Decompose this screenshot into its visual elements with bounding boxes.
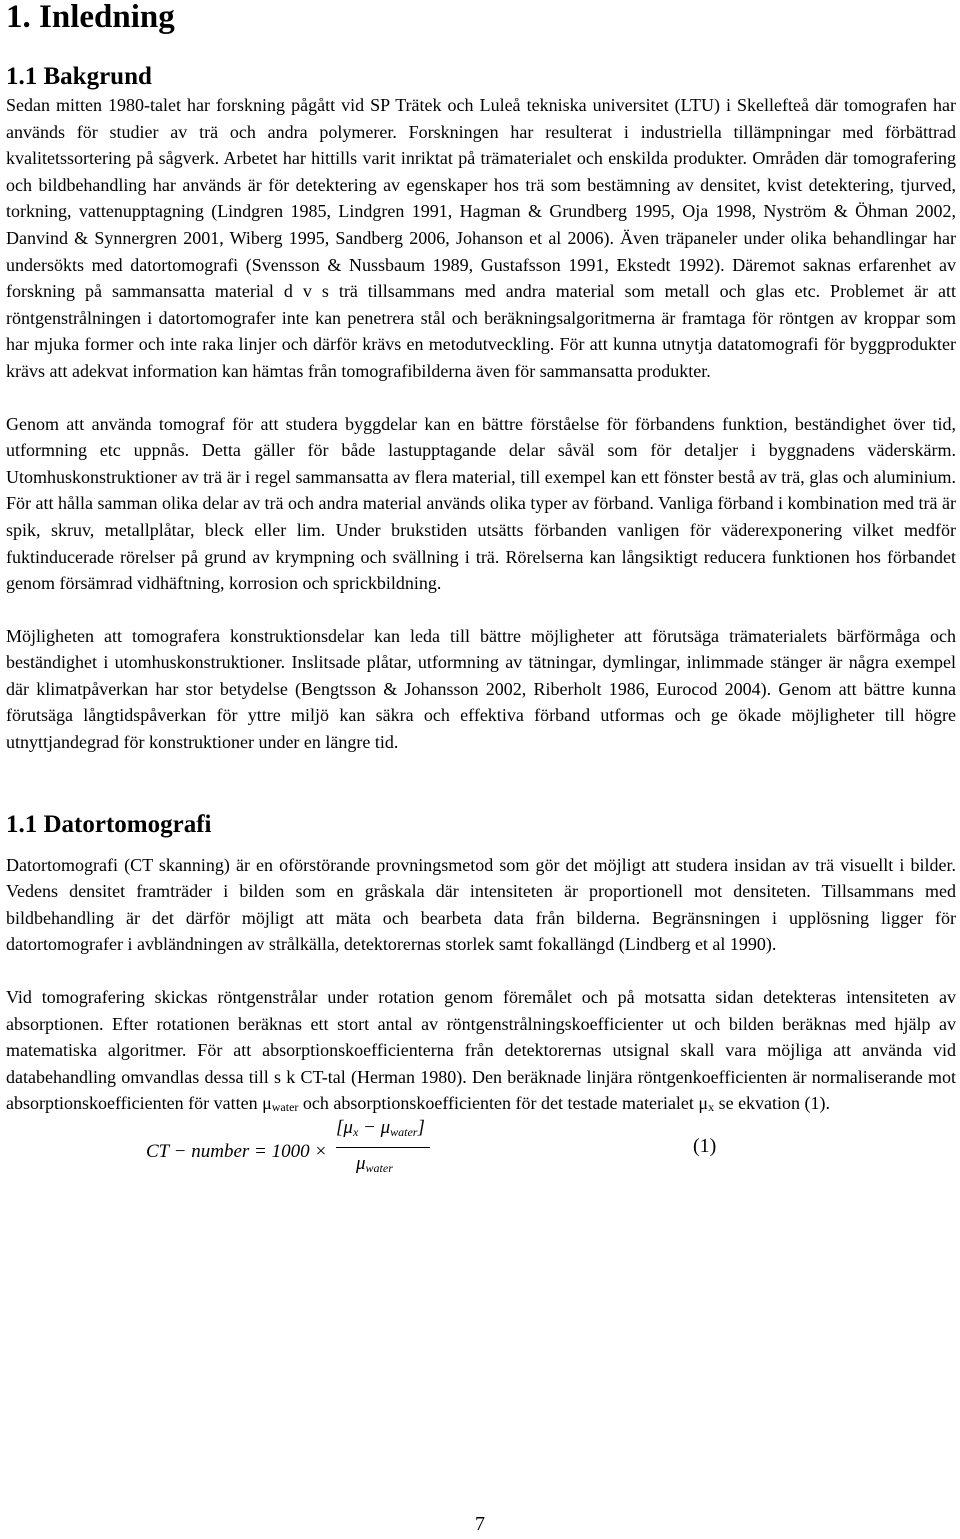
subscript-water: water (271, 1100, 299, 1115)
section-heading-bakgrund: 1.1 Bakgrund (6, 63, 152, 90)
paragraph-bakgrund-2: Genom att använda tomograf för att studera byggdelar kan en bättre förståelse för förbandens funktion, beständighet över tid, utformning etc uppnås. Detta gäller för både lastupptagande delar såväl som för detaljer i byggnadens väderskärm. Utomhuskonstruktioner av trä är i regel sammansatta av flera material, till exempel kan ett fönster bestå av trä, glas och aluminium. För att hålla samman olika delar av trä och andra material används olika typer av förband. Vanliga förband i kombination med trä är spik, skruv, metallplåtar, bleck eller lim. Under brukstiden utsätts förbanden vanligen för väderexponering vilket medför fuktinducerade rörelser på grund av krympning och svällning i trä. Rörelserna kan långsiktigt reducera funktionen hos förbandet genom försämrad vidhäftning, korrosion och sprickbildning. (6, 413, 956, 594)
paragraph-text: se ekvation (1). (714, 1093, 831, 1114)
equation-denominator: $\mu_{water}$ (356, 1153, 393, 1175)
spacer (6, 34, 956, 62)
page-number: 7 (475, 1513, 485, 1535)
equation-ct-number (6, 1117, 956, 1197)
equation-numerator: $[\mu_x - \mu_{water}]$ (336, 1117, 425, 1139)
section-heading-datortomografi: 1.1 Datortomografi (6, 810, 212, 838)
paragraph-datortomografi-2 (6, 984, 956, 1117)
equation-lhs: CT − number = 1000 × (146, 1141, 328, 1162)
paragraph-bakgrund-1: Sedan mitten 1980-talet har forskning pågått vid SP Trätek och Luleå tekniska universitet (LTU) i Skellefteå där tomografen har används för studier av trä och andra polymerer. Forskningen har resulterat i industriella tillämpningar med förbättrad kvalitetssortering på sågverk. Arbetet har hittills varit inriktat på trämaterialet och enskilda produkter. Områden där tomografering och bildbehandling har används är för detektering av egenskaper hos trä som bestämning av densitet, kvist detektering, tjurved, torkning, vattenupptagning (Lindgren 1985, Lindgren 1991, Hagman & Grundberg 1995, Oja 1998, Nyström & Öhman 2002, Danvind & Synnergren 2001, Wiberg 1995, Sandberg 2006, Johanson et al 2006). Även träpaneler under olika behandlingar har undersökts med datortomografi (Svensson & Nussbaum 1989, Gustafsson 1991, Ekstedt 1992). Däremot saknas erfarenhet av forskning på sammansatta material d v s trä tillsammans med andra material som metall och glas etc. Problemet är att röntgenstrålningen i datortomografer inte kan penetrera stål och beräkningsalgoritmerna är framtaga för röntgen av kroppar som har mjuka former och inte raka linjer och därför krävs en metodutveckling. För att kunna utnytja datatomografi för byggprodukter krävs att adekvat information kan hämtas från tomografibilderna även för sammansatta produkter. (6, 95, 956, 381)
paragraph-gap (6, 385, 956, 411)
paragraph-text: Vid tomografering skickas röntgenstrålar under rotation genom föremålet och på motsatta sidan detekteras intensiteten av absorptionen. Efter rotationen beräknas ett stort antal av röntgenstrålningskoefficienter ut och bilden beräknas med hjälp av matematiska algoritmer. För att absorptionskoefficienterna från detektorernas utsignal skall vara möjliga att använda vid databehandling omvandlas dessa till s k CT-tal (Herman 1980). Den beräknade linjära röntgenkoefficienten är normaliserande mot absorptionskoefficienten för vatten μ (6, 987, 956, 1114)
fraction-bar (336, 1147, 430, 1148)
paragraph-datortomografi-1: Datortomografi (CT skanning) är en oförstörande provningsmetod som gör det möjligt att studera insidan av trä visuellt i bilder. Vedens densitet framträder i bilden som en gråskala där intensiteten är proportionell mot densiteten. Tillsammans med bildbehandling är det därför möjligt att mäta och bearbeta data från bilderna. Begränsningen i upplösning ligger för datortomografer i avbländningen av strålkälla, detektorernas storlek samt fokallängd (Lindberg et al 1990). (6, 854, 956, 955)
chapter-title: 1. Inledning (6, 0, 175, 35)
paragraph-gap (6, 597, 956, 623)
subscript-x: x (708, 1100, 715, 1115)
paragraph-text: och absorptionskoefficienten för det testade materialet μ (298, 1093, 709, 1114)
equation-label: (1) (693, 1135, 717, 1157)
section-gap (6, 756, 956, 810)
spacer (6, 840, 956, 852)
document-page (6, 0, 956, 1197)
paragraph-bakgrund-3: Möjligheten att tomografera konstruktionsdelar kan leda till bättre möjligheter att förutsäga trämaterialets bärförmåga och beständighet i utomhuskonstruktioner. Inslitsade plåtar, utformning av tätningar, dymlingar, inlimmade stänger är några exempel där klimatpåverkan har stor betydelse (Bengtsson & Johansson 2002, Riberholt 1986, Eurocod 2004). Genom att bättre kunna förutsäga långtidspåverkan för yttre miljö kan säkra och effektiva förband utformas och ge ökade möjligheter till högre utnyttjandegrad för konstruktioner under en längre tid. (6, 625, 956, 753)
paragraph-gap (6, 958, 956, 984)
